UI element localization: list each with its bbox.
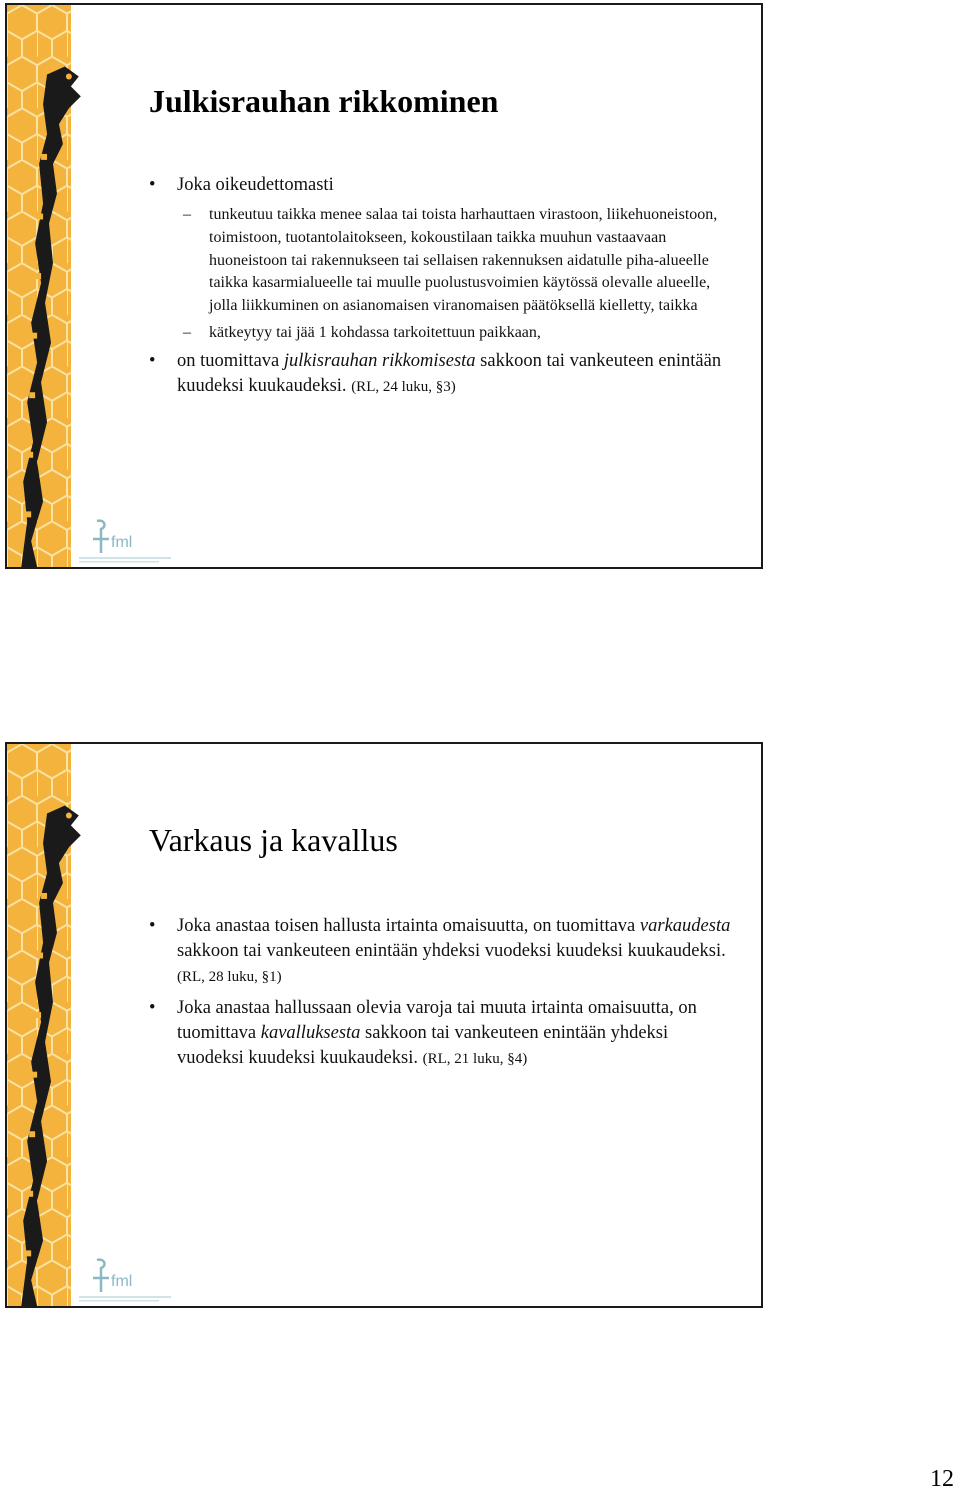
bullet-marker: • <box>149 350 156 371</box>
slide-body <box>149 914 739 1078</box>
law-reference: (RL, 21 luku, §4) <box>422 1051 528 1067</box>
bullet-text: Joka anastaa toisen hallusta irtainta omaisuutta, on tuomittava <box>177 916 640 936</box>
law-reference: (RL, 24 luku, §3) <box>351 378 456 395</box>
giraffe-figure-icon <box>7 5 97 567</box>
logo-text: fml <box>111 1273 133 1290</box>
sub-item-text: kätkeytyy tai jää 1 kohdassa tarkoitettuun paikkaan, <box>209 323 541 341</box>
sub-item-text: tunkeutuu taikka menee salaa tai toista harhauttaen virastoon, liikehuoneistoon, toimistoon, tuotantolaitokseen, kokoustilaan taikka muuhun vastaavaan huoneistoon tai rakennukseen tai sellaisen rakennuksen aidatulle piha-alueelle taikka kasarmialueelle tai muulle puolustusvoimien käytössä olevalle alueelle, jolla liikkuminen on asianomaisen viranomaisen päätöksellä kielletty, taikka <box>209 206 718 315</box>
slide-title: Varkaus ja kavallus <box>149 822 398 858</box>
sub-item <box>149 204 739 318</box>
slide-varkaus <box>5 742 763 1308</box>
bullet-item <box>149 173 739 198</box>
dash-marker: – <box>183 323 191 341</box>
sub-item <box>149 322 739 345</box>
page-number: 12 <box>930 1466 954 1492</box>
bullet-text: Joka oikeudettomasti <box>177 175 334 195</box>
bullet-text: on tuomittava <box>177 350 284 371</box>
bullet-marker: • <box>149 916 156 936</box>
bullet-text: Joka anastaa hallussaan olevia varoja tai muuta irtainta omaisuutta, on tuomittava <box>177 998 697 1043</box>
bullet-text: sakkoon tai vankeuteen enintään kuudeksi kuukaudeksi. <box>177 350 722 396</box>
slide-julkisrauha <box>5 3 763 569</box>
emphasized-term: kavalluksesta <box>260 1023 361 1043</box>
giraffe-figure-icon <box>7 744 97 1306</box>
bullet-marker: • <box>149 998 156 1018</box>
fml-logo <box>75 1256 175 1304</box>
bullet-marker: • <box>149 175 156 195</box>
bullet-item <box>149 349 739 400</box>
law-reference: (RL, 28 luku, §1) <box>177 969 282 985</box>
dash-marker: – <box>183 206 191 223</box>
slide-title: Julkisrauhan rikkominen <box>149 83 499 119</box>
logo-text: fml <box>111 534 133 551</box>
bullet-item <box>149 914 739 990</box>
slide-body <box>149 173 739 406</box>
emphasized-term: julkisrauhan rikkomisesta <box>283 350 476 371</box>
bullet-text: sakkoon tai vankeuteen enintään yhdeksi vuodeksi kuudeksi kuukaudeksi. <box>177 941 726 961</box>
fml-logo <box>75 517 175 565</box>
emphasized-term: varkaudesta <box>639 916 731 936</box>
bullet-text: sakkoon tai vankeuteen enintään yhdeksi vuodeksi kuudeksi kuukaudeksi. <box>177 1023 669 1068</box>
bullet-item <box>149 996 739 1072</box>
